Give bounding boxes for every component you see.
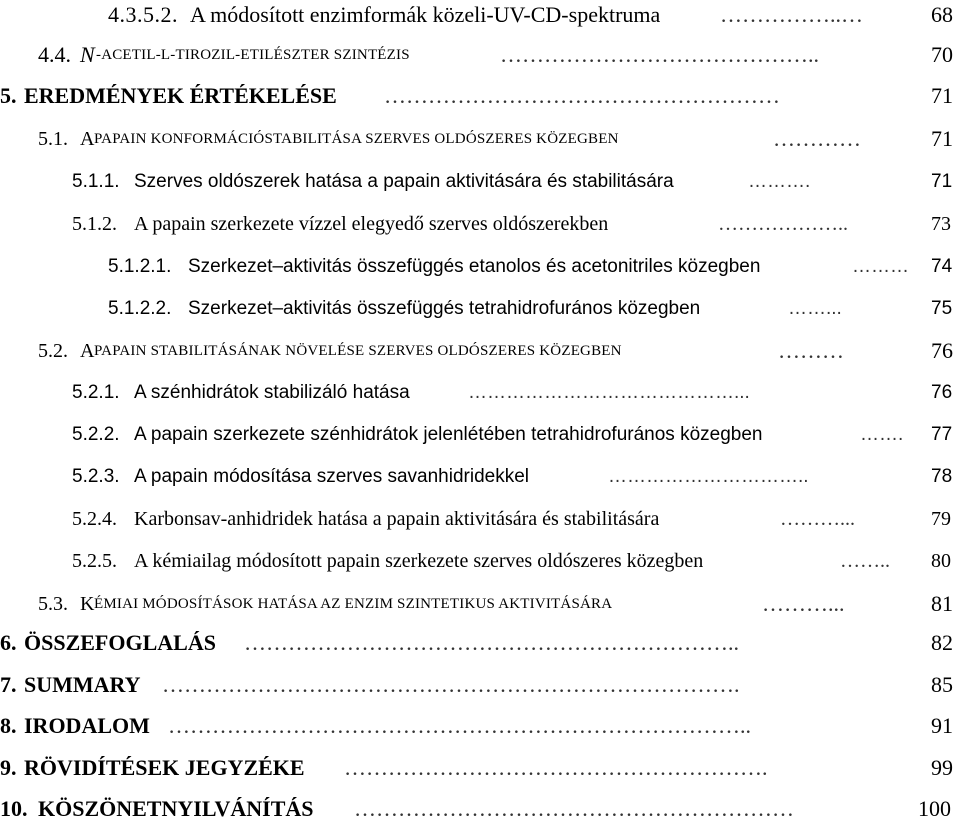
toc-entry-dots: ……… bbox=[778, 338, 844, 363]
toc-entry-page: 73 bbox=[931, 213, 951, 235]
toc-entry-page: 79 bbox=[931, 508, 951, 530]
toc-entry-5-2 bbox=[0, 336, 960, 366]
toc-entry-title: A papain szerkezete vízzel elegyedő szerves oldószerekben bbox=[134, 213, 609, 235]
toc-entry-title: -ACETIL-L-TIROZIL-ETILÉSZTER SZINTÉZIS bbox=[96, 47, 410, 63]
toc-entry-title: A papain szerkezete szénhidrátok jelenlétében tetrahidrofurános közegben bbox=[134, 424, 763, 445]
toc-entry-5-1-2-2 bbox=[0, 294, 960, 324]
toc-entry-9 bbox=[0, 753, 960, 783]
toc-entry-5-1-2-1 bbox=[0, 252, 960, 282]
toc-entry-title: ÖSSZEFOGLALÁS bbox=[24, 630, 216, 655]
toc-entry-title: ÉMIAI MÓDOSÍTÁSOK HATÁSA AZ ENZIM SZINTETIKUS AKTIVITÁSÁRA bbox=[94, 596, 613, 612]
toc-entry-number: 5.1.2.1. bbox=[108, 256, 172, 277]
toc-entry-page: 71 bbox=[931, 83, 953, 108]
toc-entry-6 bbox=[0, 628, 960, 658]
toc-entry-page: 77 bbox=[931, 424, 953, 445]
toc-entry-dots: …………………………………….. bbox=[500, 42, 819, 67]
toc-entry-number: 5.2.3. bbox=[72, 466, 120, 487]
toc-entry-page: 81 bbox=[931, 591, 953, 616]
toc-entry-title: A módosított enzimformák közeli-UV-CD-spektruma bbox=[190, 2, 661, 27]
toc-entry-page: 100 bbox=[918, 796, 951, 821]
toc-entry-number: 5.2.5. bbox=[72, 550, 117, 572]
toc-entry-number: 5.1.2. bbox=[72, 213, 117, 235]
toc-entry-title: SUMMARY bbox=[24, 672, 141, 697]
toc-entry-dots: ………… bbox=[773, 126, 861, 151]
toc-entry-dots: ………. bbox=[748, 171, 811, 192]
toc-entry-title: A papain módosítása szerves savanhidridekkel bbox=[134, 466, 530, 487]
toc-entry-page: 75 bbox=[931, 298, 953, 319]
toc-entry-title: EREDMÉNYEK ÉRTÉKELÉSE bbox=[24, 83, 337, 108]
toc-entry-title: Szerves oldószerek hatása a papain aktivitására és stabilitására bbox=[134, 171, 674, 192]
toc-entry-dots: ……………….. bbox=[718, 213, 848, 235]
toc-entry-title: RÖVIDÍTÉSEK JEGYZÉKE bbox=[24, 755, 305, 780]
toc-entry-title: PAPAIN KONFORMÁCIÓSTABILITÁSA SZERVES OLDÓSZERES KÖZEGBEN bbox=[94, 131, 619, 147]
toc-entry-page: 82 bbox=[931, 630, 953, 655]
toc-entry-number: 5.2.2. bbox=[72, 424, 120, 445]
toc-entry-dots: ……………………………………... bbox=[468, 382, 750, 403]
toc-entry-dots: …………………………………………………. bbox=[344, 755, 768, 780]
toc-entry-number: 6. bbox=[0, 630, 17, 655]
toc-entry-dots: ……………………………………………… bbox=[384, 83, 780, 108]
toc-entry-page: 76 bbox=[931, 338, 953, 363]
toc-entry-4-4 bbox=[0, 40, 960, 70]
toc-entry-page: 74 bbox=[931, 256, 953, 277]
toc-entry-page: 70 bbox=[931, 42, 953, 67]
toc-entry-dots: ……………..… bbox=[720, 2, 863, 27]
toc-entry-dots: …………………………………………………… bbox=[354, 796, 794, 821]
toc-entry-dots: ……... bbox=[788, 298, 842, 319]
toc-entry-5-2-2 bbox=[0, 420, 960, 450]
toc-entry-8 bbox=[0, 711, 960, 741]
toc-entry-5-1 bbox=[0, 124, 960, 154]
toc-entry-dots: ……………………………………………………………………. bbox=[162, 672, 740, 697]
toc-entry-number: 5.1. bbox=[38, 128, 68, 150]
toc-entry-page: 80 bbox=[931, 550, 951, 572]
toc-entry-title: KÖSZÖNETNYILVÁNÍTÁS bbox=[38, 796, 314, 821]
toc-entry-title-cap: A bbox=[80, 128, 95, 150]
toc-entry-5-1-2 bbox=[0, 209, 960, 239]
toc-entry-page: 68 bbox=[931, 2, 953, 27]
toc-entry-page: 76 bbox=[931, 382, 953, 403]
toc-entry-number: 5.2.1. bbox=[72, 382, 120, 403]
toc-entry-title: PAPAIN STABILITÁSÁNAK NÖVELÉSE SZERVES OLDÓSZERES KÖZEGBEN bbox=[94, 343, 622, 359]
toc-entry-page: 78 bbox=[931, 466, 953, 487]
toc-entry-number: 4.4. bbox=[38, 42, 71, 67]
toc-entry-dots: ……… bbox=[852, 256, 909, 277]
toc-entry-number: 5.1.1. bbox=[72, 171, 120, 192]
toc-entry-5-3 bbox=[0, 589, 960, 619]
toc-entry-dots: ………………………………………………………….. bbox=[244, 630, 739, 655]
toc-entry-dots: …………………………………………………………………….. bbox=[168, 713, 751, 738]
toc-entry-dots: ………………………….. bbox=[608, 466, 809, 487]
toc-entry-5-2-3 bbox=[0, 462, 960, 492]
toc-entry-dots: …….. bbox=[840, 550, 890, 572]
toc-entry-number: 4.3.5.2. bbox=[108, 2, 178, 27]
toc-entry-title: Szerkezet–aktivitás összefüggés etanolos és acetonitriles közegben bbox=[188, 256, 761, 277]
toc-entry-title: A kémiailag módosított papain szerkezete szerves oldószeres közegben bbox=[134, 550, 704, 572]
toc-entry-page: 99 bbox=[931, 755, 953, 780]
toc-entry-dots: ……. bbox=[860, 424, 904, 445]
toc-entry-number: 9. bbox=[0, 755, 17, 780]
toc-entry-number: 8. bbox=[0, 713, 17, 738]
toc-entry-5-2-1 bbox=[0, 378, 960, 408]
toc-entry-5 bbox=[0, 81, 960, 111]
toc-entry-title: Karbonsav-anhidridek hatása a papain aktivitására és stabilitására bbox=[134, 508, 660, 530]
toc-entry-5-1-1 bbox=[0, 167, 960, 197]
toc-entry-number: 5.2.4. bbox=[72, 508, 117, 530]
toc-entry-5-2-5 bbox=[0, 546, 960, 576]
toc-entry-title-italic: N bbox=[80, 42, 95, 67]
toc-entry-title: Szerkezet–aktivitás összefüggés tetrahidrofurános közegben bbox=[188, 298, 701, 319]
toc-entry-title-cap: K bbox=[80, 593, 95, 615]
toc-entry-page: 91 bbox=[931, 713, 953, 738]
toc-entry-7 bbox=[0, 670, 960, 700]
toc-entry-number: 5.3. bbox=[38, 593, 68, 615]
toc-entry-number: 5.1.2.2. bbox=[108, 298, 172, 319]
toc-entry-4-3-5-2 bbox=[0, 0, 960, 30]
toc-entry-dots: ………... bbox=[762, 591, 845, 616]
toc-entry-page: 71 bbox=[931, 126, 953, 151]
toc-entry-number: 5.2. bbox=[38, 340, 68, 362]
toc-entry-number: 7. bbox=[0, 672, 17, 697]
toc-entry-page: 71 bbox=[931, 171, 953, 192]
toc-entry-number: 10. bbox=[0, 796, 28, 821]
toc-entry-number: 5. bbox=[0, 83, 17, 108]
toc-entry-title-cap: A bbox=[80, 340, 95, 362]
toc-entry-5-2-4 bbox=[0, 504, 960, 534]
toc-entry-title: A szénhidrátok stabilizáló hatása bbox=[134, 382, 410, 403]
toc-entry-title: IRODALOM bbox=[24, 713, 150, 738]
toc-entry-page: 85 bbox=[931, 672, 953, 697]
toc-entry-dots: ………... bbox=[780, 508, 855, 530]
